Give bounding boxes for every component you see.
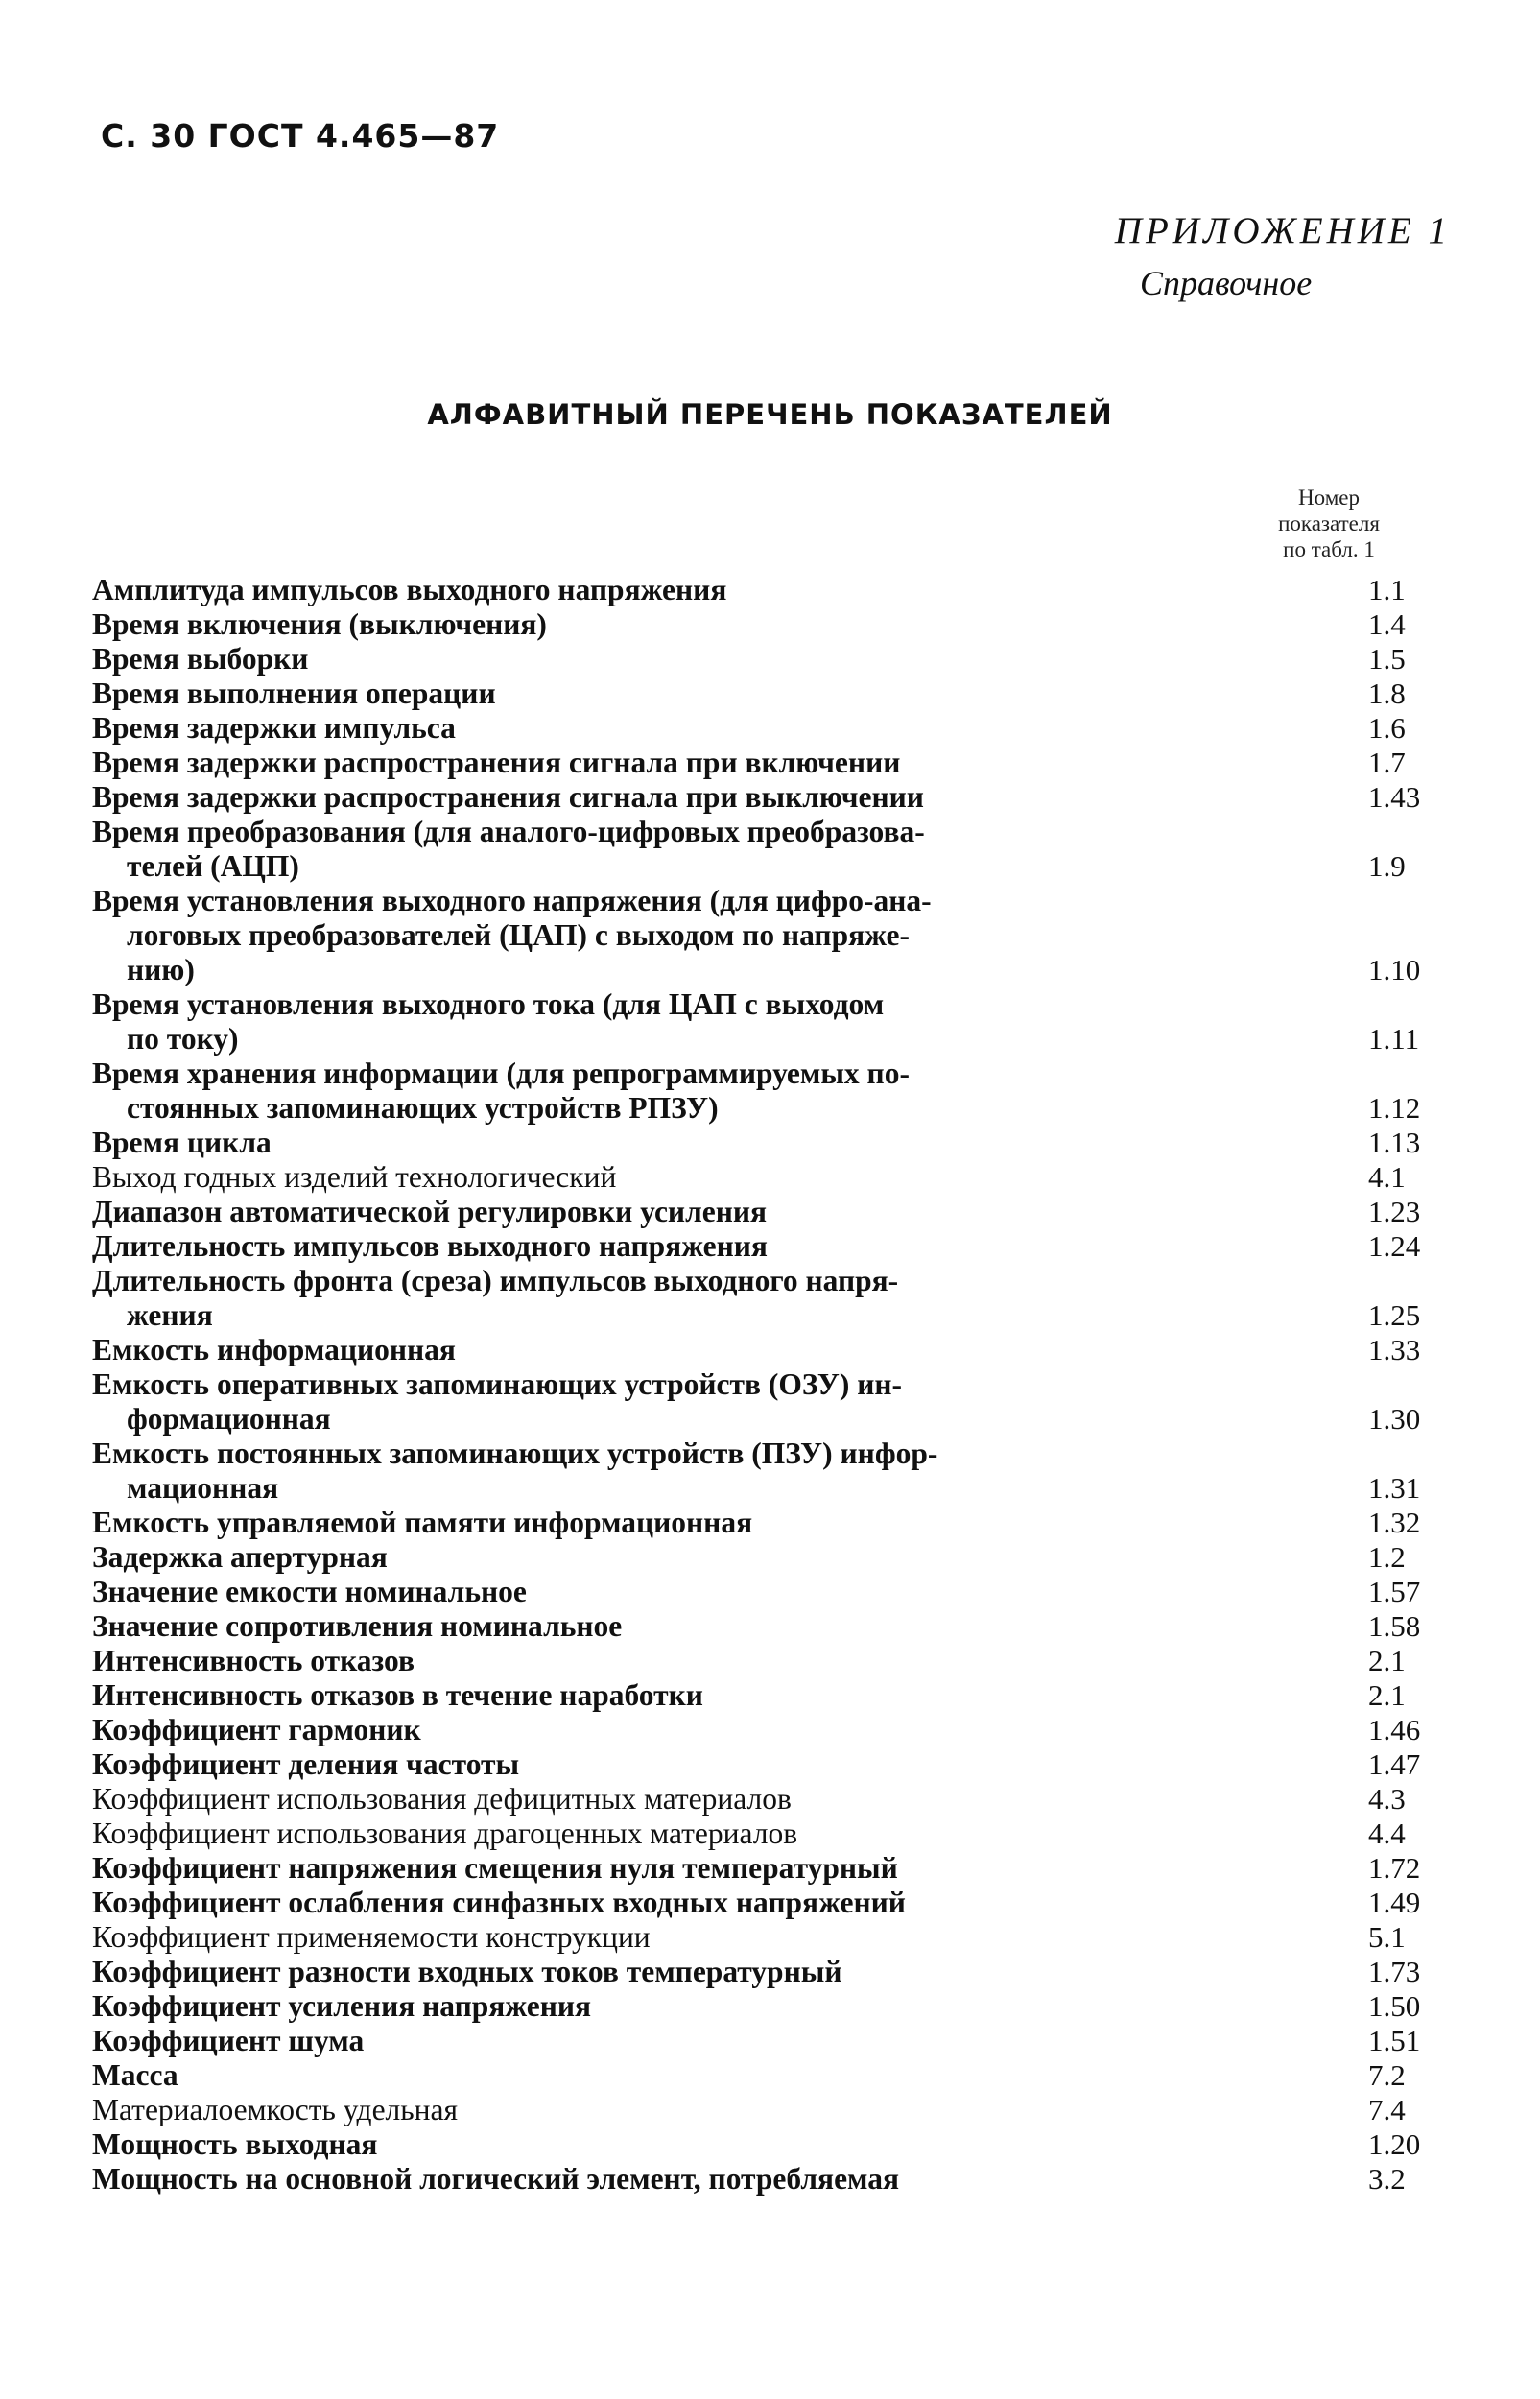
indicator-name (92, 1678, 1128, 1713)
indicator-name (92, 642, 1128, 677)
indicator-number: 1.25 (1368, 1298, 1421, 1332)
indicator-name-line: жения (127, 1298, 213, 1332)
indicator-name-line: Мощность выходная (92, 2127, 378, 2161)
indicator-number: 1.73 (1368, 1955, 1421, 1988)
list-item (92, 987, 1455, 1057)
indicator-number: 7.2 (1368, 2058, 1406, 2092)
indicator-name (92, 1506, 1128, 1540)
indicator-name-line: Длительность импульсов выходного напряжения (92, 1229, 768, 1263)
indicator-name-line: Амплитуда импульсов выходного напряжения (92, 573, 727, 606)
indicator-number: 3.2 (1368, 2162, 1406, 2196)
indicator-name-line: нию) (127, 953, 195, 986)
indicator-name-line: Коэффициент шума (92, 2024, 365, 2057)
indicator-number: 1.50 (1368, 1989, 1421, 2023)
indicator-name-line: Коэффициент напряжения смещения нуля температурный (92, 1851, 898, 1885)
indicator-name (92, 1575, 1128, 1609)
indicator-name-line: Коэффициент деления частоты (92, 1747, 520, 1781)
indicator-number: 1.33 (1368, 1333, 1421, 1366)
indicator-name-line: по току) (127, 1022, 239, 1056)
indicator-number: 4.4 (1368, 1817, 1406, 1850)
indicator-name-line: Мощность на основной логический элемент, потребляемая (92, 2162, 900, 2196)
indicator-number: 1.58 (1368, 1609, 1421, 1643)
indicator-name-line: Емкость оперативных запоминающих устройств (ОЗУ) ин- (92, 1367, 902, 1401)
indicator-number: 1.12 (1368, 1091, 1421, 1125)
list-item (92, 884, 1455, 987)
indicator-name-line: Диапазон автоматической регулировки усиления (92, 1195, 768, 1228)
list-item (92, 1057, 1455, 1126)
indicator-name (92, 987, 1128, 1057)
appendix-title: ПРИЛОЖЕНИЕ 1 (1114, 210, 1451, 251)
indicator-name-line: формационная (127, 1402, 331, 1436)
indicator-number: 1.30 (1368, 1402, 1421, 1436)
indicator-number: 1.20 (1368, 2127, 1421, 2161)
list-item (92, 642, 1455, 677)
list-item (92, 1264, 1455, 1333)
indicator-number: 1.10 (1368, 953, 1421, 986)
page-header: С. 30 ГОСТ 4.465—87 (101, 117, 500, 154)
column-header-line: по табл. 1 (1283, 537, 1375, 561)
indicator-name (92, 2127, 1128, 2162)
list-item (92, 1851, 1455, 1886)
list-item (92, 2024, 1455, 2058)
indicator-number: 7.4 (1368, 2093, 1406, 2126)
indicator-number: 1.72 (1368, 1851, 1421, 1885)
list-item (92, 1506, 1455, 1540)
indicator-number: 1.47 (1368, 1747, 1421, 1781)
list-item (92, 1886, 1455, 1920)
list-item (92, 1955, 1455, 1989)
indicator-number: 1.31 (1368, 1471, 1421, 1505)
indicator-name-line: Время цикла (92, 1126, 272, 1159)
indicator-name (92, 1057, 1128, 1126)
indicator-name-line: Емкость управляемой памяти информационная (92, 1506, 753, 1539)
indicator-number: 1.1 (1368, 573, 1406, 606)
indicator-number: 1.46 (1368, 1713, 1421, 1746)
indicator-name (92, 1713, 1128, 1747)
list-item (92, 1609, 1455, 1644)
indicator-name (92, 1782, 1128, 1817)
indicator-number: 4.3 (1368, 1782, 1406, 1816)
indicator-name (92, 815, 1128, 884)
indicator-name-line: Время выполнения операции (92, 677, 496, 710)
indicator-name-line: Время хранения информации (для репрограммируемых по- (92, 1057, 910, 1090)
list-item (92, 1989, 1455, 2024)
indicator-name-line: Коэффициент использования дефицитных материалов (92, 1782, 792, 1816)
indicator-name-line: Время включения (выключения) (92, 607, 547, 641)
indicator-name (92, 780, 1128, 815)
list-item (92, 573, 1455, 607)
indicator-name-line: Материалоемкость удельная (92, 2093, 458, 2126)
list-item (92, 1195, 1455, 1229)
list-item (92, 1540, 1455, 1575)
indicator-name (92, 1195, 1128, 1229)
indicator-name-line: Интенсивность отказов (92, 1644, 415, 1677)
indicator-name-line: Коэффициент использования драгоценных материалов (92, 1817, 798, 1850)
indicator-name (92, 573, 1128, 607)
list-item (92, 1333, 1455, 1367)
indicator-name-line: Длительность фронта (среза) импульсов выходного напря- (92, 1264, 899, 1297)
appendix-subtitle: Справочное (1140, 264, 1313, 302)
indicator-name (92, 1886, 1128, 1920)
list-item (92, 607, 1455, 642)
indicator-name (92, 2058, 1128, 2093)
indicator-number: 1.6 (1368, 711, 1406, 745)
indicator-name (92, 2024, 1128, 2058)
indicator-name (92, 884, 1128, 987)
indicator-name (92, 1437, 1128, 1506)
indicator-name (92, 1333, 1128, 1367)
indicator-name-line: стоянных запоминающих устройств РПЗУ) (127, 1091, 719, 1125)
indicator-number: 1.24 (1368, 1229, 1421, 1263)
indicator-name-line: Время установления выходного напряжения (для цифро-ана- (92, 884, 932, 917)
indicator-name (92, 1747, 1128, 1782)
indicator-name-line: телей (АЦП) (127, 849, 299, 883)
indicator-number: 1.4 (1368, 607, 1406, 641)
indicator-name (92, 1609, 1128, 1644)
indicator-name-line: Коэффициент гармоник (92, 1713, 421, 1746)
list-item (92, 1713, 1455, 1747)
indicator-number: 4.1 (1368, 1160, 1406, 1194)
indicator-number: 1.7 (1368, 746, 1406, 779)
indicator-number: 5.1 (1368, 1920, 1406, 1954)
column-header (1247, 485, 1410, 562)
indicator-name (92, 1955, 1128, 1989)
list-item (92, 1644, 1455, 1678)
indicator-name-line: Время выборки (92, 642, 309, 676)
indicator-number: 1.51 (1368, 2024, 1421, 2057)
indicator-number: 1.9 (1368, 849, 1406, 883)
indicator-name-line: Время задержки распространения сигнала при включении (92, 746, 901, 779)
column-header-line: Номер (1298, 486, 1360, 510)
list-item (92, 1229, 1455, 1264)
indicator-name (92, 1160, 1128, 1195)
indicator-name-line: Время задержки импульса (92, 711, 456, 745)
indicator-name (92, 1851, 1128, 1886)
indicator-name-line: Емкость постоянных запоминающих устройств (ПЗУ) инфор- (92, 1437, 938, 1470)
indicator-number: 1.32 (1368, 1506, 1421, 1539)
list-item (92, 1437, 1455, 1506)
indicator-name (92, 1540, 1128, 1575)
indicator-name (92, 1367, 1128, 1437)
list-item (92, 2058, 1455, 2093)
list-item (92, 815, 1455, 884)
indicator-name-line: Время задержки распространения сигнала при выключении (92, 780, 924, 814)
indicator-number: 2.1 (1368, 1644, 1406, 1677)
indicator-number: 1.5 (1368, 642, 1406, 676)
list-item (92, 1782, 1455, 1817)
indicator-number: 2.1 (1368, 1678, 1406, 1712)
indicator-name-line: Интенсивность отказов в течение наработки (92, 1678, 703, 1712)
indicator-name-line: Коэффициент разности входных токов температурный (92, 1955, 842, 1988)
indicator-number: 1.57 (1368, 1575, 1421, 1608)
indicator-name-line: Коэффициент усиления напряжения (92, 1989, 592, 2023)
list-item (92, 1367, 1455, 1437)
indicator-name (92, 1126, 1128, 1160)
list-item (92, 1575, 1455, 1609)
indicator-name (92, 607, 1128, 642)
indicator-name-line: Коэффициент ослабления синфазных входных напряжений (92, 1886, 906, 1919)
list-item (92, 1678, 1455, 1713)
list-item (92, 2127, 1455, 2162)
list-item (92, 780, 1455, 815)
list-item (92, 711, 1455, 746)
list-item (92, 1126, 1455, 1160)
list-item (92, 677, 1455, 711)
list-item (92, 1817, 1455, 1851)
list-item (92, 1160, 1455, 1195)
indicator-name (92, 2162, 1128, 2197)
list-item (92, 1747, 1455, 1782)
list-item (92, 2093, 1455, 2127)
indicator-name-line: мационная (127, 1471, 279, 1505)
list-item (92, 2162, 1455, 2197)
list-item (92, 1920, 1455, 1955)
indicator-name (92, 1989, 1128, 2024)
indicator-name-line: логовых преобразователей (ЦАП) с выходом по напряже- (127, 918, 911, 952)
indicator-name-line: Время преобразования (для аналого-цифровых преобразова- (92, 815, 925, 848)
indicator-number: 1.23 (1368, 1195, 1421, 1228)
indicator-list (92, 573, 1455, 2197)
indicator-name-line: Емкость информационная (92, 1333, 456, 1366)
indicator-name-line: Выход годных изделий технологический (92, 1160, 617, 1194)
indicator-number: 1.11 (1368, 1022, 1420, 1056)
indicator-name-line: Задержка апертурная (92, 1540, 388, 1574)
indicator-name-line: Значение сопротивления номинальное (92, 1609, 623, 1643)
indicator-name (92, 1920, 1128, 1955)
indicator-number: 1.13 (1368, 1126, 1421, 1159)
indicator-name (92, 711, 1128, 746)
indicator-name-line: Время установления выходного тока (для ЦАП с выходом (92, 987, 885, 1021)
list-item (92, 746, 1455, 780)
indicator-name-line: Значение емкости номинальное (92, 1575, 527, 1608)
indicator-name-line: Масса (92, 2058, 178, 2092)
indicator-name (92, 1264, 1128, 1333)
indicator-number: 1.43 (1368, 780, 1421, 814)
indicator-number: 1.2 (1368, 1540, 1406, 1574)
indicator-number: 1.8 (1368, 677, 1406, 710)
column-header-line: показателя (1278, 511, 1380, 535)
document-title: АЛФАВИТНЫЙ ПЕРЕЧЕНЬ ПОКАЗАТЕЛЕЙ (427, 398, 1113, 431)
indicator-name (92, 1817, 1128, 1851)
indicator-name (92, 1644, 1128, 1678)
indicator-name (92, 746, 1128, 780)
indicator-name (92, 1229, 1128, 1264)
indicator-name (92, 677, 1128, 711)
indicator-name (92, 2093, 1128, 2127)
indicator-name-line: Коэффициент применяемости конструкции (92, 1920, 651, 1954)
indicator-number: 1.49 (1368, 1886, 1421, 1919)
